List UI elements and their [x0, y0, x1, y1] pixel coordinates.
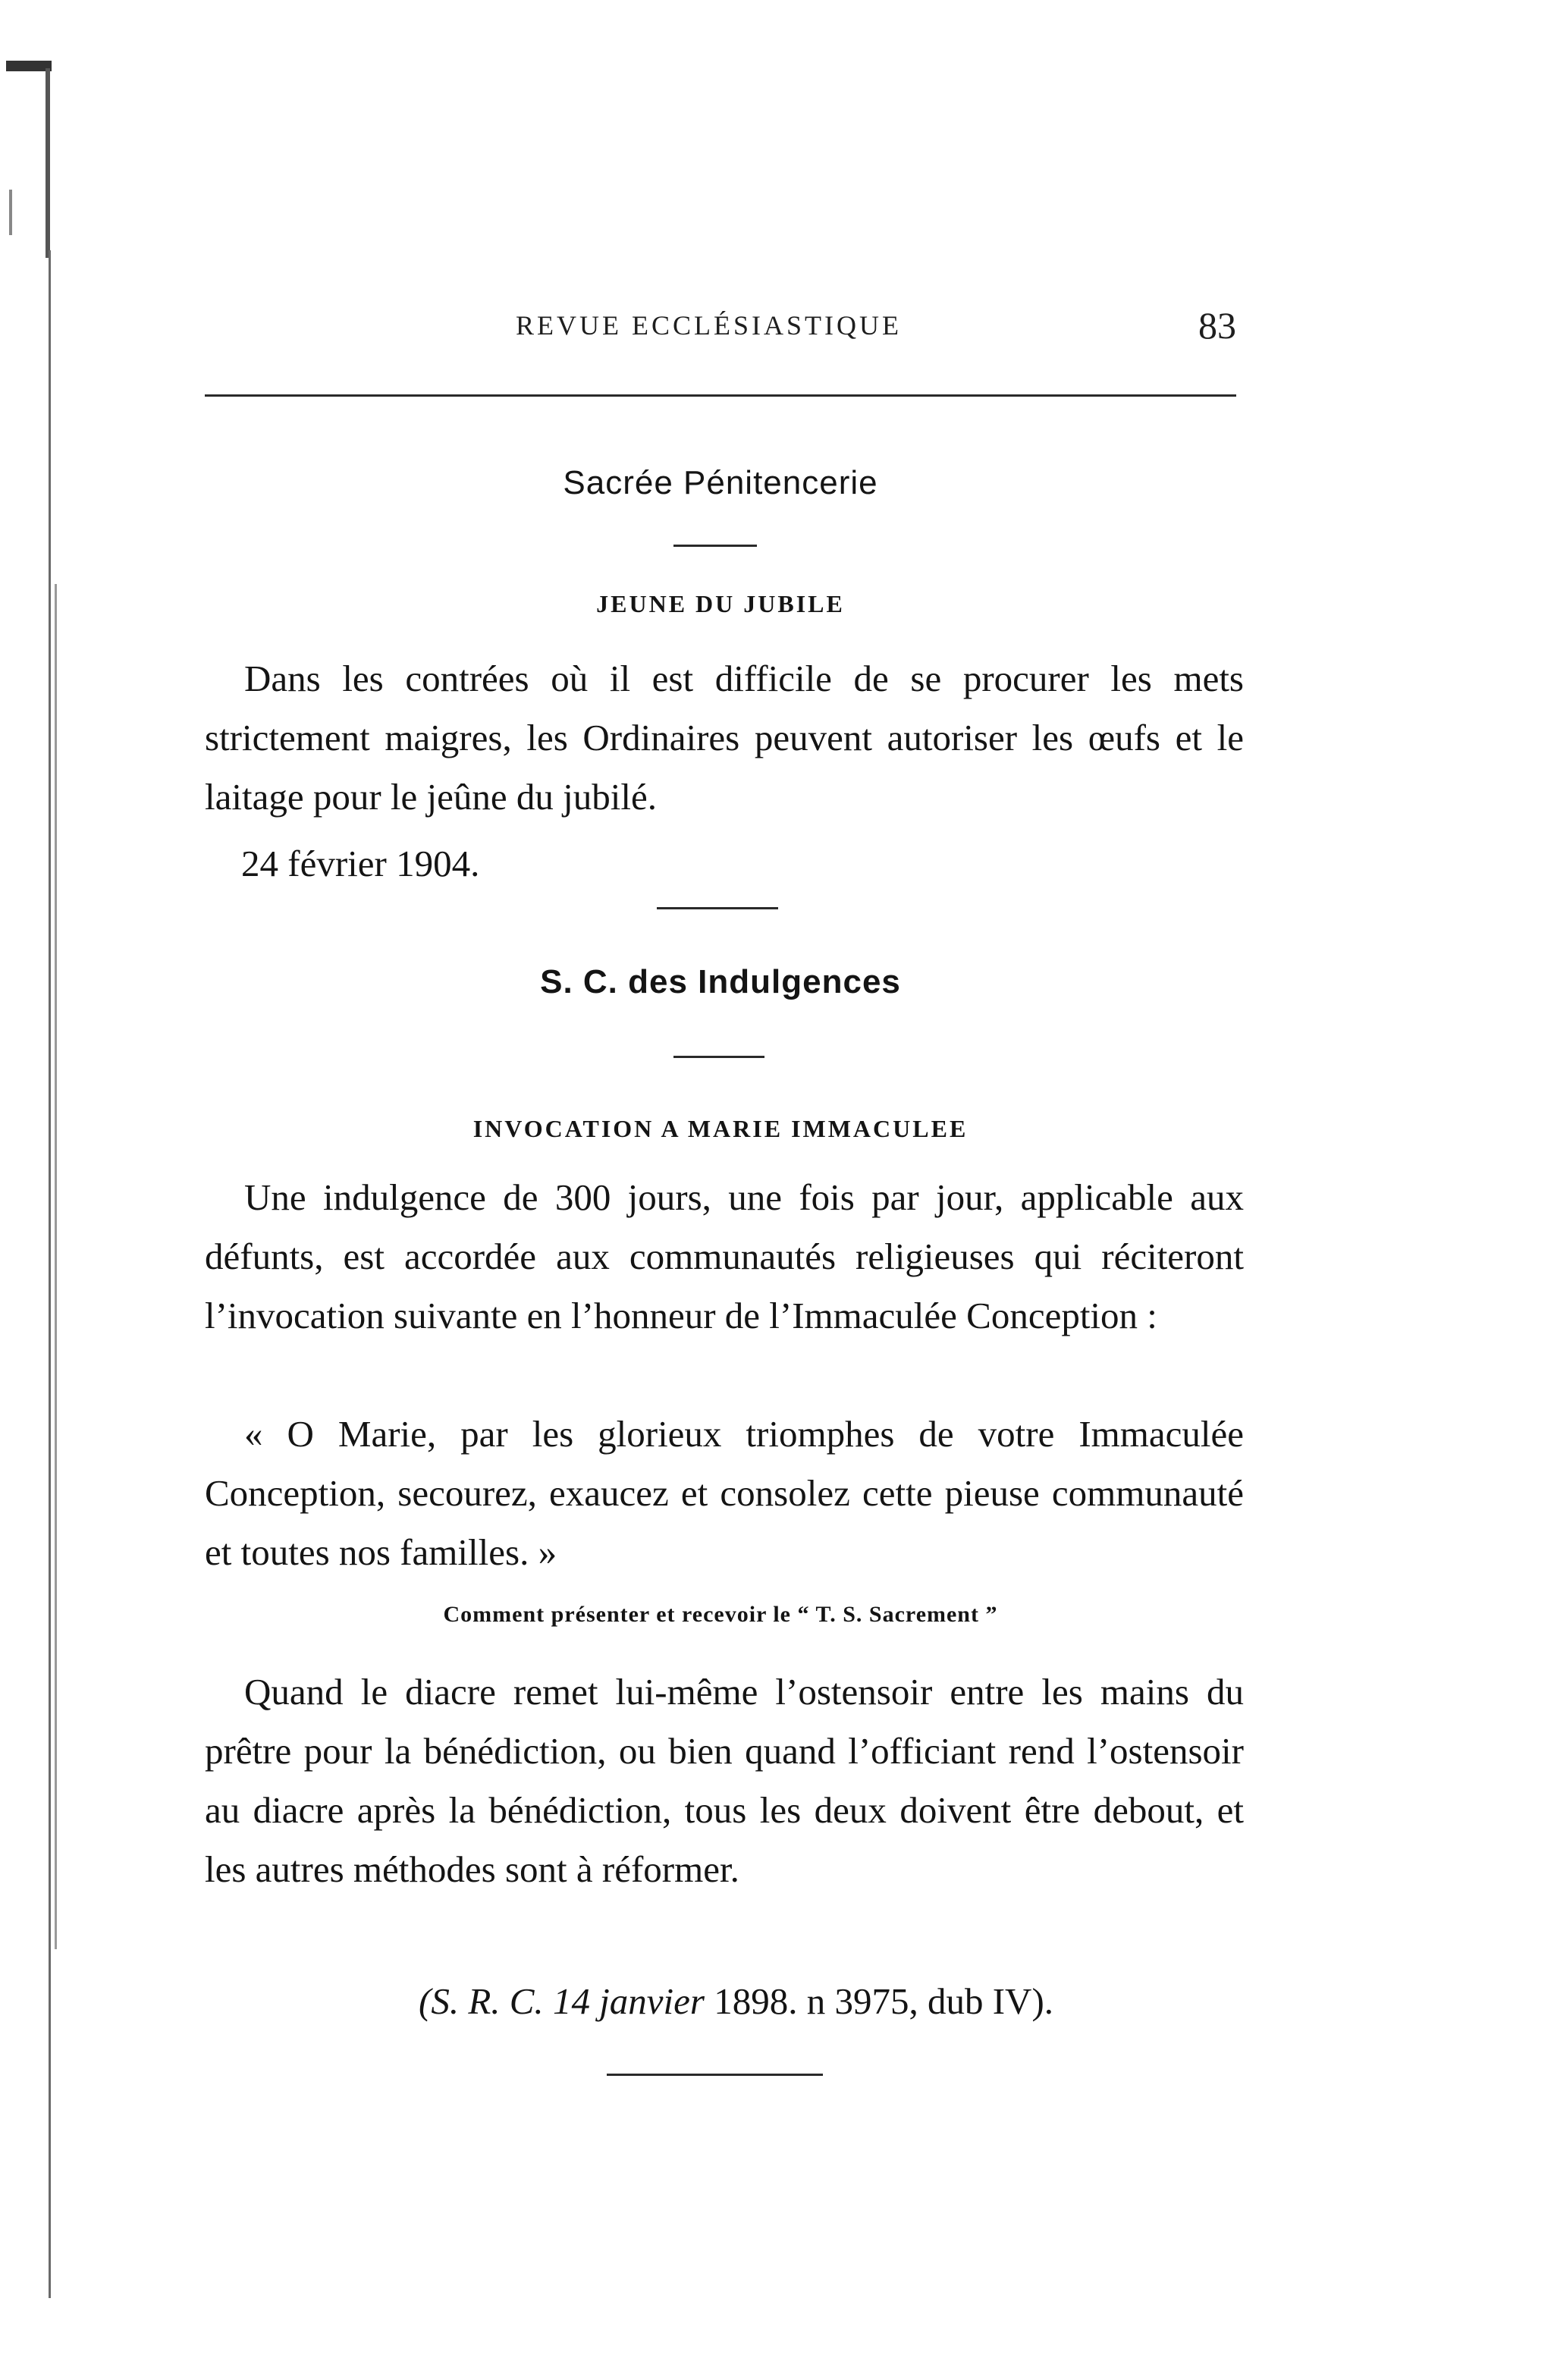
prayer-text: « O Marie, par les glorieux triomphes de votre Immaculée Conception, secourez, exaucez et consolez cette pieuse communauté et toutes nos familles. »	[205, 1413, 1244, 1573]
section-divider	[673, 1056, 764, 1058]
paragraph-jeune: Dans les contrées où il est difficile de se procurer les mets strictement maigres, les Ordinaires peuvent autoriser les œufs et le laitage pour le jeûne du jubilé.	[205, 658, 1244, 818]
citation-rest: 1898. n 3975, dub IV).	[714, 1980, 1054, 2022]
section-divider	[657, 907, 778, 909]
citation-source: (S. R. C.	[419, 1980, 544, 2022]
subhead-sacrement: Comment présenter et recevoir le “ T. S. Sacrement ”	[443, 1602, 998, 1627]
paragraph-indulgence: Une indulgence de 300 jours, une fois par jour, applicable aux défunts, est accordée aux communautés religieuses qui réciteront l’invocation suivante en l’honneur de l’Immaculée Conception :	[205, 1176, 1244, 1336]
end-rule	[607, 2074, 823, 2076]
paragraph-ostensoir: Quand le diacre remet lui-même l’ostensoir entre les mains du prêtre pour la bénédiction, ou bien quand l’officiant rend l’ostensoir au diacre après la bénédiction, tous les deux doivent être debout, et les autres méthodes sont à réformer.	[205, 1671, 1244, 1890]
section-title-penitencerie: Sacrée Pénitencerie	[563, 464, 878, 501]
header-rule	[205, 394, 1236, 397]
subhead-invocation: INVOCATION A MARIE IMMACULEE	[472, 1115, 969, 1142]
section-title-indulgences: S. C. des Indulgences	[540, 963, 901, 1000]
page-number: 83	[1198, 304, 1236, 347]
section-divider	[673, 545, 757, 547]
scan-edge-left	[0, 53, 91, 2328]
date-line: 24 février 1904.	[241, 843, 480, 884]
subhead-jeune-du-jubile: JEUNE DU JUBILE	[596, 590, 845, 617]
running-header	[205, 303, 1236, 349]
citation-date: 14 janvier	[552, 1980, 705, 2022]
citation	[419, 1980, 1053, 2023]
journal-title: REVUE ECCLÉSIASTIQUE	[516, 310, 902, 341]
